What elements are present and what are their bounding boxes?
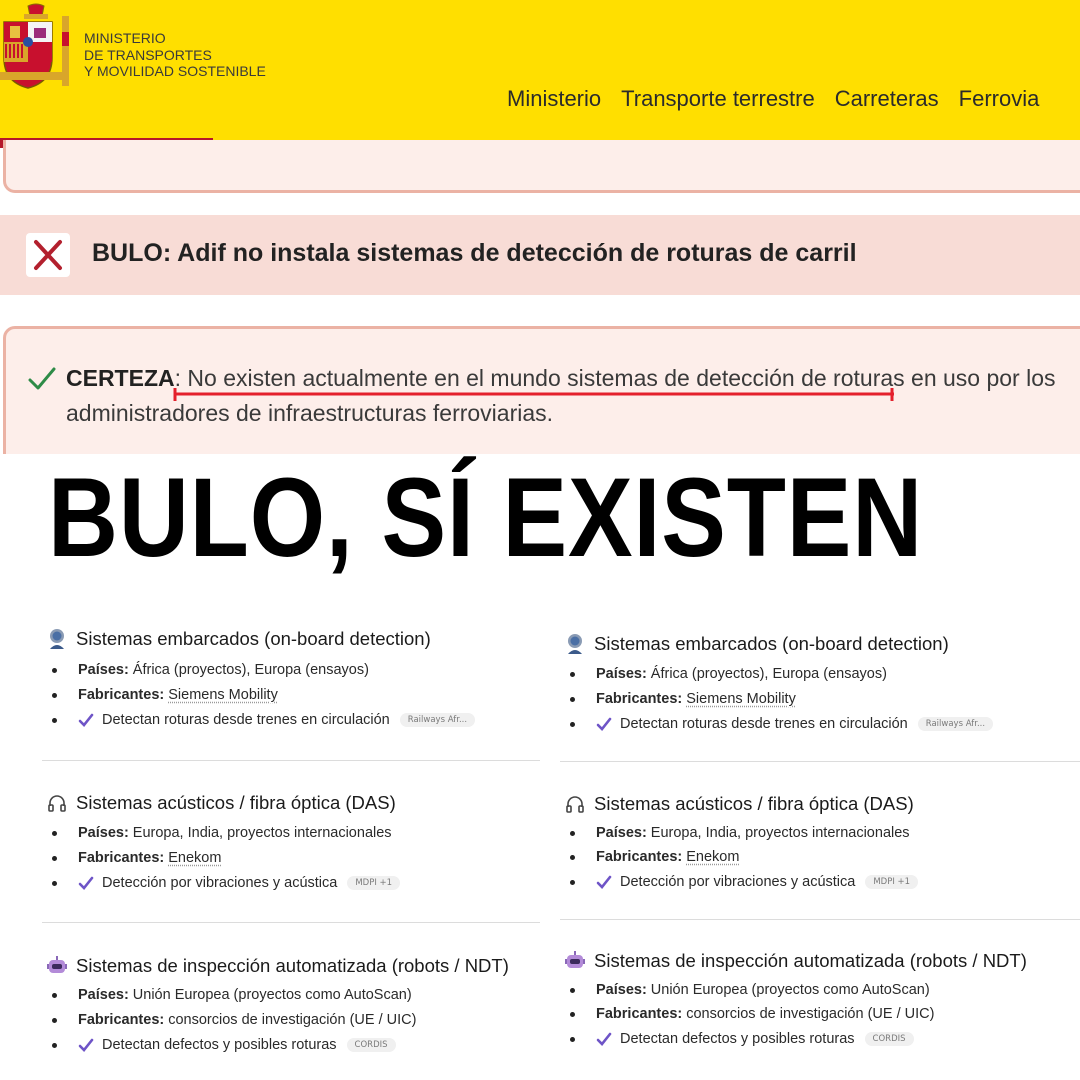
- section-title: [564, 950, 1027, 972]
- source-badge[interactable]: Railways Afr...: [918, 717, 993, 731]
- list-item: Detectan roturas desde trenes en circulación Railways Afr...: [570, 716, 993, 732]
- section-title-text: Sistemas de inspección automatizada (robots / NDT): [594, 950, 1027, 971]
- check-icon: [596, 717, 612, 731]
- list-item: Países: África (proyectos), Europa (ensayos): [52, 662, 369, 678]
- robot-icon: [46, 628, 68, 650]
- section-title: [46, 955, 509, 977]
- headline: BULO, SÍ EXISTEN: [48, 455, 924, 580]
- ministry-line-1: MINISTERIO: [84, 30, 166, 46]
- ministry-name[interactable]: [84, 30, 266, 80]
- list-item: Detectan roturas desde trenes en circulación Railways Afr...: [52, 712, 475, 728]
- check-icon: [78, 713, 94, 727]
- nav-item-carreteras[interactable]: Carreteras: [834, 86, 939, 111]
- list-item: Fabricantes: Enekom: [570, 849, 739, 865]
- list-item: Fabricantes: consorcios de investigación (UE / UIC): [52, 1012, 416, 1028]
- list-item: Detección por vibraciones y acústica MDPI +1: [52, 875, 400, 891]
- nav-item-ferroviario[interactable]: Ferrovia: [958, 86, 1040, 111]
- section-title-text: Sistemas acústicos / fibra óptica (DAS): [76, 792, 396, 813]
- previous-panel: [3, 140, 1080, 193]
- section-title-text: Sistemas embarcados (on-board detection): [594, 633, 949, 654]
- truth-label: CERTEZA: [66, 365, 175, 391]
- section-title: [564, 633, 949, 655]
- list-item: Fabricantes: Siemens Mobility: [570, 691, 796, 707]
- source-badge[interactable]: MDPI +1: [865, 875, 918, 889]
- check-icon: [596, 875, 612, 889]
- nav-item-ministerio[interactable]: Ministerio: [507, 86, 602, 111]
- red-underline-annotation: [172, 386, 896, 402]
- manufacturer-link[interactable]: Enekom: [686, 849, 740, 865]
- section-title-text: Sistemas acústicos / fibra óptica (DAS): [594, 793, 914, 814]
- list-item: Fabricantes: Siemens Mobility: [52, 687, 278, 703]
- section-title: [564, 793, 914, 815]
- source-badge[interactable]: MDPI +1: [347, 876, 400, 890]
- nav-item-transporte-terrestre[interactable]: Transporte terrestre: [621, 86, 815, 111]
- list-item: Fabricantes: consorcios de investigación (UE / UIC): [570, 1006, 934, 1022]
- divider: [42, 760, 540, 761]
- manufacturer-link[interactable]: Enekom: [168, 850, 222, 866]
- ministry-line-3: Y MOVILIDAD SOSTENIBLE: [84, 63, 266, 79]
- source-badge[interactable]: Railways Afr...: [400, 713, 475, 727]
- list-item: Detectan defectos y posibles roturas CORDIS: [52, 1037, 396, 1053]
- check-icon: [596, 1032, 612, 1046]
- robot-face-icon: [46, 955, 68, 977]
- divider: [560, 761, 1080, 762]
- section-title: [46, 628, 431, 650]
- ministry-line-2: DE TRANSPORTES: [84, 46, 212, 63]
- list-item: Países: Unión Europea (proyectos como AutoScan): [52, 987, 412, 1003]
- close-icon: [26, 233, 70, 277]
- hoax-statement: BULO: Adif no instala sistemas de detección de roturas de carril: [92, 239, 857, 267]
- divider: [560, 919, 1080, 920]
- site-header: [0, 0, 1080, 138]
- truth-statement-line-2: administradores de infraestructuras ferroviarias.: [66, 400, 554, 426]
- list-item: Detección por vibraciones y acústica MDPI +1: [570, 874, 918, 890]
- robot-icon: [564, 633, 586, 655]
- list-item: Detectan defectos y posibles roturas CORDIS: [570, 1031, 914, 1047]
- main-nav: [507, 86, 1039, 112]
- truth-text: : No existen actualmente en el mundo sistemas de detección de roturas en uso por los: [174, 365, 1056, 391]
- section-title: [46, 792, 396, 814]
- source-badge[interactable]: CORDIS: [347, 1038, 396, 1052]
- section-title-text: Sistemas de inspección automatizada (robots / NDT): [76, 955, 509, 976]
- check-icon: [78, 876, 94, 890]
- robot-face-icon: [564, 950, 586, 972]
- list-item: Fabricantes: Enekom: [52, 850, 221, 866]
- headphones-icon: [46, 792, 68, 814]
- check-icon: [28, 366, 56, 392]
- source-badge[interactable]: CORDIS: [865, 1032, 914, 1046]
- list-item: Países: Europa, India, proyectos internacionales: [570, 825, 910, 841]
- list-item: Países: Unión Europea (proyectos como AutoScan): [570, 982, 930, 998]
- manufacturer-link[interactable]: Siemens Mobility: [168, 687, 278, 703]
- section-title-text: Sistemas embarcados (on-board detection): [76, 628, 431, 649]
- coat-of-arms-logo[interactable]: [0, 2, 70, 94]
- divider: [42, 922, 540, 923]
- headphones-icon: [564, 793, 586, 815]
- list-item: Países: Europa, India, proyectos internacionales: [52, 825, 392, 841]
- manufacturer-link[interactable]: Siemens Mobility: [686, 691, 796, 707]
- check-icon: [78, 1038, 94, 1052]
- list-item: Países: África (proyectos), Europa (ensayos): [570, 666, 887, 682]
